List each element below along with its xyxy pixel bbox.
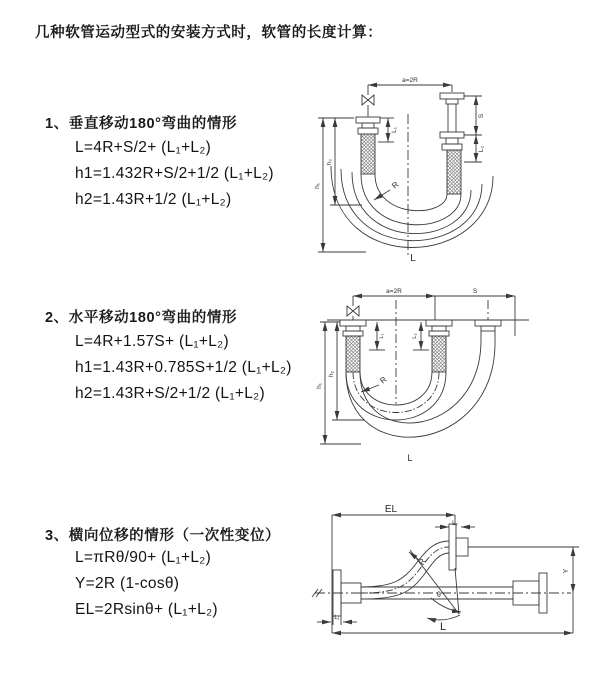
dim-label-h1: h₁ xyxy=(316,383,323,389)
dim-label-span: a=2R xyxy=(402,77,418,84)
section-2-formula-h1: h1=1.43R+0.785S+1/2 (L₁+L₂) xyxy=(75,359,292,376)
braided-hose-section xyxy=(447,150,461,194)
diagram-horizontal-180-bend xyxy=(313,284,593,474)
section-3-formula-EL: EL=2Rsinθ+ (L₁+L₂) xyxy=(75,601,218,618)
dimension-span xyxy=(368,85,452,92)
dim-label-h1: h₁ xyxy=(314,183,321,189)
section-3-formula-Y: Y=2R (1-cosθ) xyxy=(75,575,180,592)
radius-label: R xyxy=(416,556,428,567)
dim-label-l2: L₂ xyxy=(478,145,485,153)
dim-label-l1: L₁ xyxy=(391,127,398,133)
hose-s-curve xyxy=(361,541,449,599)
dim-label-stroke: S xyxy=(478,113,485,119)
radius-leader xyxy=(374,190,390,200)
dimension-l1 xyxy=(317,603,357,625)
angle-label: θ xyxy=(437,592,441,599)
dim-label-l2: L₂ xyxy=(412,333,418,339)
section-1-formula-L: L=4R+S/2+ (L₁+L₂) xyxy=(75,139,212,156)
left-fitting xyxy=(356,117,380,174)
dim-label-l2: L₂ xyxy=(452,521,458,527)
braided-hose-section xyxy=(361,134,375,174)
braided-hose-section xyxy=(346,336,360,372)
section-1-formula-h2: h2=1.43R+1/2 (L₁+L₂) xyxy=(75,191,232,208)
right-fitting xyxy=(440,93,464,194)
centerline xyxy=(312,589,571,597)
dim-label-h2: h₂ xyxy=(328,370,335,378)
right-fitting xyxy=(475,320,501,340)
section-3-formula-L: L=πRθ/90+ (L₁+L₂) xyxy=(75,549,212,566)
dimension-stroke xyxy=(435,296,515,336)
length-label: L xyxy=(410,253,416,264)
valve-icon xyxy=(347,296,359,320)
section-1-heading: 1、垂直移动180°弯曲的情形 xyxy=(45,116,238,132)
section-1-formula-h1: h1=1.432R+S/2+1/2 (L₁+L₂) xyxy=(75,165,274,182)
middle-fitting xyxy=(426,320,452,372)
section-3-heading: 3、横向位移的情形（一次性变位） xyxy=(45,528,281,544)
radius-label: R xyxy=(378,374,389,386)
length-label: L xyxy=(407,453,413,463)
dim-label-y: Y xyxy=(563,568,570,574)
dim-label-h2: h₂ xyxy=(326,158,333,166)
dimension-el xyxy=(332,515,455,633)
dim-label-span: a=2R xyxy=(386,288,402,295)
dim-label-l1: L₁ xyxy=(379,333,385,339)
dimension-span xyxy=(353,296,435,320)
valve-icon xyxy=(362,85,374,117)
diagram-lateral-displacement xyxy=(303,498,595,650)
dim-label-l1: L₁ xyxy=(334,615,340,621)
section-2-formula-L: L=4R+1.57S+ (L₁+L₂) xyxy=(75,333,229,350)
diagram-vertical-180-bend xyxy=(310,70,590,265)
upper-flange xyxy=(449,524,468,570)
page-title: 几种软管运动型式的安装方式时，软管的长度计算： xyxy=(35,25,383,41)
section-2-formula-h2: h2=1.43R+S/2+1/2 (L₁+L₂) xyxy=(75,385,265,402)
braided-hose-section xyxy=(432,336,446,372)
dim-label-stroke: S xyxy=(472,288,478,295)
left-fitting xyxy=(340,320,366,372)
dimension-h2 xyxy=(330,118,362,205)
section-2-heading: 2、水平移动180°弯曲的情形 xyxy=(45,310,238,326)
hose-curves xyxy=(346,340,495,437)
length-label: L xyxy=(439,621,447,633)
dim-label-el: EL xyxy=(384,504,398,515)
hose-curves xyxy=(331,166,493,248)
radius-label: R xyxy=(390,179,401,191)
